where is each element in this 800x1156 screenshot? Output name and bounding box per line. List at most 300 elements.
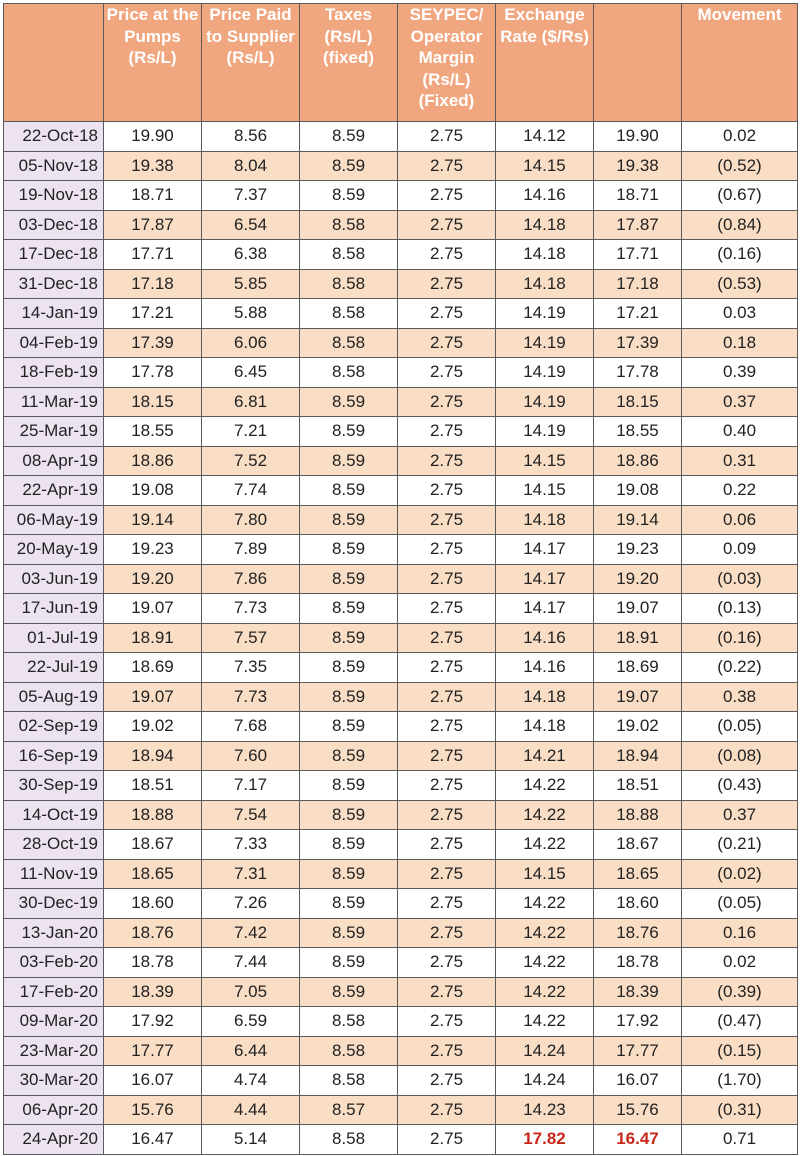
movement-cell: (0.39) — [682, 977, 798, 1007]
exchange-rate-cell: 14.22 — [496, 1007, 594, 1037]
margin-cell: 2.75 — [398, 210, 496, 240]
table-row — [4, 977, 798, 1007]
price-check-cell: 17.71 — [594, 240, 682, 270]
supplier-price-cell: 7.73 — [202, 594, 300, 624]
movement-cell: 0.37 — [682, 387, 798, 417]
movement-cell: 0.03 — [682, 299, 798, 329]
pump-price-cell: 18.65 — [104, 859, 202, 889]
movement-cell: (0.47) — [682, 1007, 798, 1037]
pump-price-cell: 19.38 — [104, 151, 202, 181]
exchange-rate-cell: 14.17 — [496, 535, 594, 565]
pump-price-cell: 17.18 — [104, 269, 202, 299]
taxes-cell: 8.59 — [300, 800, 398, 830]
taxes-cell: 8.58 — [300, 328, 398, 358]
taxes-cell: 8.59 — [300, 771, 398, 801]
supplier-price-cell: 7.54 — [202, 800, 300, 830]
margin-cell: 2.75 — [398, 889, 496, 919]
table-row — [4, 269, 798, 299]
date-cell: 02-Sep-19 — [4, 712, 104, 742]
price-check-cell: 17.18 — [594, 269, 682, 299]
header-taxes: Taxes (Rs/L) (fixed) — [300, 4, 398, 122]
movement-cell: (0.03) — [682, 564, 798, 594]
exchange-rate-cell: 14.22 — [496, 800, 594, 830]
pump-price-cell: 18.69 — [104, 653, 202, 683]
supplier-price-cell: 7.52 — [202, 446, 300, 476]
fuel-price-table — [3, 3, 798, 1155]
exchange-rate-cell: 14.22 — [496, 918, 594, 948]
taxes-cell: 8.59 — [300, 564, 398, 594]
movement-cell: (0.52) — [682, 151, 798, 181]
price-check-cell: 18.67 — [594, 830, 682, 860]
supplier-price-cell: 4.74 — [202, 1066, 300, 1096]
exchange-rate-cell: 17.82 — [496, 1125, 594, 1155]
pump-price-cell: 17.39 — [104, 328, 202, 358]
supplier-price-cell: 5.88 — [202, 299, 300, 329]
table-row — [4, 682, 798, 712]
exchange-rate-cell: 14.16 — [496, 623, 594, 653]
price-check-cell: 18.91 — [594, 623, 682, 653]
supplier-price-cell: 8.04 — [202, 151, 300, 181]
exchange-rate-cell: 14.24 — [496, 1066, 594, 1096]
supplier-price-cell: 7.89 — [202, 535, 300, 565]
exchange-rate-cell: 14.19 — [496, 417, 594, 447]
table-row — [4, 889, 798, 919]
taxes-cell: 8.58 — [300, 269, 398, 299]
margin-cell: 2.75 — [398, 446, 496, 476]
supplier-price-cell: 7.05 — [202, 977, 300, 1007]
price-check-cell: 18.15 — [594, 387, 682, 417]
header-row — [4, 4, 798, 122]
margin-cell: 2.75 — [398, 476, 496, 506]
pump-price-cell: 16.07 — [104, 1066, 202, 1096]
margin-cell: 2.75 — [398, 918, 496, 948]
margin-cell: 2.75 — [398, 948, 496, 978]
pump-price-cell: 17.78 — [104, 358, 202, 388]
price-check-cell: 18.51 — [594, 771, 682, 801]
date-cell: 14-Oct-19 — [4, 800, 104, 830]
table-row — [4, 800, 798, 830]
exchange-rate-cell: 14.18 — [496, 712, 594, 742]
pump-price-cell: 19.02 — [104, 712, 202, 742]
table-header — [4, 4, 798, 122]
exchange-rate-cell: 14.22 — [496, 830, 594, 860]
date-cell: 19-Nov-18 — [4, 181, 104, 211]
exchange-rate-cell: 14.19 — [496, 299, 594, 329]
price-check-cell: 19.90 — [594, 122, 682, 152]
taxes-cell: 8.59 — [300, 446, 398, 476]
supplier-price-cell: 8.56 — [202, 122, 300, 152]
table-row — [4, 535, 798, 565]
date-cell: 18-Feb-19 — [4, 358, 104, 388]
movement-cell: 0.37 — [682, 800, 798, 830]
price-check-cell: 17.21 — [594, 299, 682, 329]
table-row — [4, 328, 798, 358]
supplier-price-cell: 6.59 — [202, 1007, 300, 1037]
date-cell: 30-Dec-19 — [4, 889, 104, 919]
movement-cell: (0.05) — [682, 712, 798, 742]
margin-cell: 2.75 — [398, 1036, 496, 1066]
margin-cell: 2.75 — [398, 240, 496, 270]
price-check-cell: 18.65 — [594, 859, 682, 889]
price-check-cell: 18.55 — [594, 417, 682, 447]
price-check-cell: 17.92 — [594, 1007, 682, 1037]
supplier-price-cell: 7.80 — [202, 505, 300, 535]
taxes-cell: 8.59 — [300, 122, 398, 152]
taxes-cell: 8.59 — [300, 918, 398, 948]
table-row — [4, 741, 798, 771]
price-check-cell: 17.77 — [594, 1036, 682, 1066]
price-check-cell: 18.71 — [594, 181, 682, 211]
margin-cell: 2.75 — [398, 800, 496, 830]
supplier-price-cell: 7.31 — [202, 859, 300, 889]
exchange-rate-cell: 14.18 — [496, 240, 594, 270]
pump-price-cell: 18.91 — [104, 623, 202, 653]
date-cell: 08-Apr-19 — [4, 446, 104, 476]
taxes-cell: 8.58 — [300, 240, 398, 270]
header-supplier-price: Price Paid to Supplier (Rs/L) — [202, 4, 300, 122]
movement-cell: 0.40 — [682, 417, 798, 447]
margin-cell: 2.75 — [398, 830, 496, 860]
supplier-price-cell: 7.17 — [202, 771, 300, 801]
taxes-cell: 8.59 — [300, 623, 398, 653]
pump-price-cell: 17.77 — [104, 1036, 202, 1066]
taxes-cell: 8.58 — [300, 1036, 398, 1066]
date-cell: 17-Feb-20 — [4, 977, 104, 1007]
exchange-rate-cell: 14.18 — [496, 269, 594, 299]
margin-cell: 2.75 — [398, 653, 496, 683]
pump-price-cell: 17.71 — [104, 240, 202, 270]
table-row — [4, 151, 798, 181]
date-cell: 22-Oct-18 — [4, 122, 104, 152]
supplier-price-cell: 7.60 — [202, 741, 300, 771]
margin-cell: 2.75 — [398, 299, 496, 329]
price-check-cell: 19.02 — [594, 712, 682, 742]
header-exchange-rate: Exchange Rate ($/Rs) — [496, 4, 594, 122]
supplier-price-cell: 7.44 — [202, 948, 300, 978]
taxes-cell: 8.59 — [300, 830, 398, 860]
price-check-cell: 17.87 — [594, 210, 682, 240]
supplier-price-cell: 6.06 — [202, 328, 300, 358]
margin-cell: 2.75 — [398, 505, 496, 535]
margin-cell: 2.75 — [398, 535, 496, 565]
taxes-cell: 8.58 — [300, 1007, 398, 1037]
exchange-rate-cell: 14.23 — [496, 1095, 594, 1125]
price-check-cell: 19.23 — [594, 535, 682, 565]
margin-cell: 2.75 — [398, 623, 496, 653]
table-row — [4, 240, 798, 270]
movement-cell: (0.13) — [682, 594, 798, 624]
pump-price-cell: 15.76 — [104, 1095, 202, 1125]
date-cell: 25-Mar-19 — [4, 417, 104, 447]
margin-cell: 2.75 — [398, 181, 496, 211]
exchange-rate-cell: 14.16 — [496, 181, 594, 211]
price-check-cell: 19.14 — [594, 505, 682, 535]
movement-cell: (0.08) — [682, 741, 798, 771]
taxes-cell: 8.59 — [300, 181, 398, 211]
table-row — [4, 948, 798, 978]
supplier-price-cell: 7.26 — [202, 889, 300, 919]
exchange-rate-cell: 14.15 — [496, 151, 594, 181]
taxes-cell: 8.59 — [300, 476, 398, 506]
margin-cell: 2.75 — [398, 122, 496, 152]
taxes-cell: 8.58 — [300, 358, 398, 388]
date-cell: 13-Jan-20 — [4, 918, 104, 948]
taxes-cell: 8.59 — [300, 594, 398, 624]
movement-cell: 0.71 — [682, 1125, 798, 1155]
pump-price-cell: 19.14 — [104, 505, 202, 535]
header-movement: Movement — [682, 4, 798, 122]
movement-cell: (0.15) — [682, 1036, 798, 1066]
movement-cell: (0.22) — [682, 653, 798, 683]
supplier-price-cell: 7.21 — [202, 417, 300, 447]
header-blank — [594, 4, 682, 122]
table-row — [4, 1095, 798, 1125]
pump-price-cell: 17.92 — [104, 1007, 202, 1037]
table-row — [4, 859, 798, 889]
table-row — [4, 476, 798, 506]
margin-cell: 2.75 — [398, 269, 496, 299]
price-check-cell: 18.60 — [594, 889, 682, 919]
supplier-price-cell: 7.57 — [202, 623, 300, 653]
pump-price-cell: 18.78 — [104, 948, 202, 978]
date-cell: 17-Dec-18 — [4, 240, 104, 270]
table-row — [4, 1007, 798, 1037]
movement-cell: (0.31) — [682, 1095, 798, 1125]
price-check-cell: 19.07 — [594, 682, 682, 712]
exchange-rate-cell: 14.15 — [496, 859, 594, 889]
supplier-price-cell: 6.44 — [202, 1036, 300, 1066]
pump-price-cell: 18.15 — [104, 387, 202, 417]
pump-price-cell: 18.55 — [104, 417, 202, 447]
exchange-rate-cell: 14.19 — [496, 387, 594, 417]
taxes-cell: 8.58 — [300, 1125, 398, 1155]
date-cell: 22-Apr-19 — [4, 476, 104, 506]
price-check-cell: 16.47 — [594, 1125, 682, 1155]
exchange-rate-cell: 14.24 — [496, 1036, 594, 1066]
date-cell: 20-May-19 — [4, 535, 104, 565]
exchange-rate-cell: 14.16 — [496, 653, 594, 683]
price-check-cell: 18.88 — [594, 800, 682, 830]
price-check-cell: 18.39 — [594, 977, 682, 1007]
supplier-price-cell: 6.81 — [202, 387, 300, 417]
movement-cell: 0.18 — [682, 328, 798, 358]
date-cell: 30-Sep-19 — [4, 771, 104, 801]
margin-cell: 2.75 — [398, 1095, 496, 1125]
date-cell: 11-Mar-19 — [4, 387, 104, 417]
pump-price-cell: 18.67 — [104, 830, 202, 860]
taxes-cell: 8.59 — [300, 682, 398, 712]
pump-price-cell: 16.47 — [104, 1125, 202, 1155]
pump-price-cell: 18.71 — [104, 181, 202, 211]
taxes-cell: 8.59 — [300, 387, 398, 417]
margin-cell: 2.75 — [398, 1007, 496, 1037]
table-row — [4, 417, 798, 447]
margin-cell: 2.75 — [398, 977, 496, 1007]
table-row — [4, 623, 798, 653]
table-row — [4, 1036, 798, 1066]
movement-cell: (0.43) — [682, 771, 798, 801]
exchange-rate-cell: 14.18 — [496, 210, 594, 240]
movement-cell: 0.09 — [682, 535, 798, 565]
supplier-price-cell: 7.86 — [202, 564, 300, 594]
movement-cell: 0.39 — [682, 358, 798, 388]
pump-price-cell: 19.07 — [104, 594, 202, 624]
date-cell: 23-Mar-20 — [4, 1036, 104, 1066]
exchange-rate-cell: 14.19 — [496, 358, 594, 388]
margin-cell: 2.75 — [398, 741, 496, 771]
movement-cell: (0.84) — [682, 210, 798, 240]
exchange-rate-cell: 14.22 — [496, 771, 594, 801]
supplier-price-cell: 6.45 — [202, 358, 300, 388]
table-row — [4, 122, 798, 152]
movement-cell: (0.53) — [682, 269, 798, 299]
date-cell: 06-Apr-20 — [4, 1095, 104, 1125]
exchange-rate-cell: 14.19 — [496, 328, 594, 358]
date-cell: 14-Jan-19 — [4, 299, 104, 329]
movement-cell: 0.31 — [682, 446, 798, 476]
date-cell: 24-Apr-20 — [4, 1125, 104, 1155]
taxes-cell: 8.59 — [300, 977, 398, 1007]
price-check-cell: 16.07 — [594, 1066, 682, 1096]
table-row — [4, 1125, 798, 1155]
pump-price-cell: 19.23 — [104, 535, 202, 565]
exchange-rate-cell: 14.18 — [496, 505, 594, 535]
price-check-cell: 18.69 — [594, 653, 682, 683]
margin-cell: 2.75 — [398, 387, 496, 417]
table-row — [4, 771, 798, 801]
taxes-cell: 8.57 — [300, 1095, 398, 1125]
taxes-cell: 8.59 — [300, 653, 398, 683]
exchange-rate-cell: 14.22 — [496, 889, 594, 919]
table-row — [4, 387, 798, 417]
taxes-cell: 8.59 — [300, 151, 398, 181]
price-check-cell: 18.76 — [594, 918, 682, 948]
supplier-price-cell: 7.68 — [202, 712, 300, 742]
pump-price-cell: 19.07 — [104, 682, 202, 712]
taxes-cell: 8.58 — [300, 1066, 398, 1096]
price-check-cell: 19.20 — [594, 564, 682, 594]
supplier-price-cell: 5.85 — [202, 269, 300, 299]
taxes-cell: 8.58 — [300, 299, 398, 329]
date-cell: 06-May-19 — [4, 505, 104, 535]
pump-price-cell: 18.94 — [104, 741, 202, 771]
supplier-price-cell: 6.54 — [202, 210, 300, 240]
margin-cell: 2.75 — [398, 594, 496, 624]
movement-cell: (0.21) — [682, 830, 798, 860]
taxes-cell: 8.59 — [300, 859, 398, 889]
movement-cell: 0.38 — [682, 682, 798, 712]
supplier-price-cell: 7.33 — [202, 830, 300, 860]
supplier-price-cell: 7.37 — [202, 181, 300, 211]
taxes-cell: 8.59 — [300, 948, 398, 978]
table-row — [4, 712, 798, 742]
price-check-cell: 15.76 — [594, 1095, 682, 1125]
table-row — [4, 1066, 798, 1096]
price-check-cell: 19.38 — [594, 151, 682, 181]
date-cell: 16-Sep-19 — [4, 741, 104, 771]
date-cell: 03-Dec-18 — [4, 210, 104, 240]
margin-cell: 2.75 — [398, 682, 496, 712]
pump-price-cell: 19.08 — [104, 476, 202, 506]
pump-price-cell: 18.60 — [104, 889, 202, 919]
date-cell: 28-Oct-19 — [4, 830, 104, 860]
exchange-rate-cell: 14.17 — [496, 594, 594, 624]
exchange-rate-cell: 14.17 — [496, 564, 594, 594]
price-check-cell: 19.07 — [594, 594, 682, 624]
table-row — [4, 210, 798, 240]
exchange-rate-cell: 14.22 — [496, 977, 594, 1007]
date-cell: 09-Mar-20 — [4, 1007, 104, 1037]
exchange-rate-cell: 14.22 — [496, 948, 594, 978]
date-cell: 03-Feb-20 — [4, 948, 104, 978]
supplier-price-cell: 7.73 — [202, 682, 300, 712]
exchange-rate-cell: 14.15 — [496, 476, 594, 506]
movement-cell: (1.70) — [682, 1066, 798, 1096]
movement-cell: 0.02 — [682, 122, 798, 152]
price-check-cell: 17.78 — [594, 358, 682, 388]
margin-cell: 2.75 — [398, 1066, 496, 1096]
date-cell: 31-Dec-18 — [4, 269, 104, 299]
table-row — [4, 918, 798, 948]
supplier-price-cell: 7.74 — [202, 476, 300, 506]
pump-price-cell: 17.21 — [104, 299, 202, 329]
date-cell: 30-Mar-20 — [4, 1066, 104, 1096]
header-date — [4, 4, 104, 122]
pump-price-cell: 18.39 — [104, 977, 202, 1007]
date-cell: 01-Jul-19 — [4, 623, 104, 653]
price-check-cell: 18.94 — [594, 741, 682, 771]
table-row — [4, 505, 798, 535]
date-cell: 22-Jul-19 — [4, 653, 104, 683]
movement-cell: 0.22 — [682, 476, 798, 506]
date-cell: 17-Jun-19 — [4, 594, 104, 624]
supplier-price-cell: 7.42 — [202, 918, 300, 948]
margin-cell: 2.75 — [398, 564, 496, 594]
taxes-cell: 8.59 — [300, 741, 398, 771]
margin-cell: 2.75 — [398, 712, 496, 742]
movement-cell: 0.16 — [682, 918, 798, 948]
supplier-price-cell: 5.14 — [202, 1125, 300, 1155]
margin-cell: 2.75 — [398, 1125, 496, 1155]
table-row — [4, 830, 798, 860]
exchange-rate-cell: 14.15 — [496, 446, 594, 476]
taxes-cell: 8.58 — [300, 210, 398, 240]
exchange-rate-cell: 14.21 — [496, 741, 594, 771]
movement-cell: (0.67) — [682, 181, 798, 211]
taxes-cell: 8.59 — [300, 712, 398, 742]
table-row — [4, 653, 798, 683]
price-check-cell: 17.39 — [594, 328, 682, 358]
margin-cell: 2.75 — [398, 859, 496, 889]
taxes-cell: 8.59 — [300, 417, 398, 447]
exchange-rate-cell: 14.12 — [496, 122, 594, 152]
movement-cell: (0.16) — [682, 623, 798, 653]
header-pump-price: Price at the Pumps (Rs/L) — [104, 4, 202, 122]
margin-cell: 2.75 — [398, 417, 496, 447]
pump-price-cell: 18.88 — [104, 800, 202, 830]
price-check-cell: 19.08 — [594, 476, 682, 506]
table-row — [4, 299, 798, 329]
table-row — [4, 594, 798, 624]
movement-cell: (0.05) — [682, 889, 798, 919]
date-cell: 04-Feb-19 — [4, 328, 104, 358]
table-row — [4, 446, 798, 476]
date-cell: 05-Aug-19 — [4, 682, 104, 712]
taxes-cell: 8.59 — [300, 505, 398, 535]
pump-price-cell: 18.76 — [104, 918, 202, 948]
taxes-cell: 8.59 — [300, 889, 398, 919]
pump-price-cell: 18.51 — [104, 771, 202, 801]
